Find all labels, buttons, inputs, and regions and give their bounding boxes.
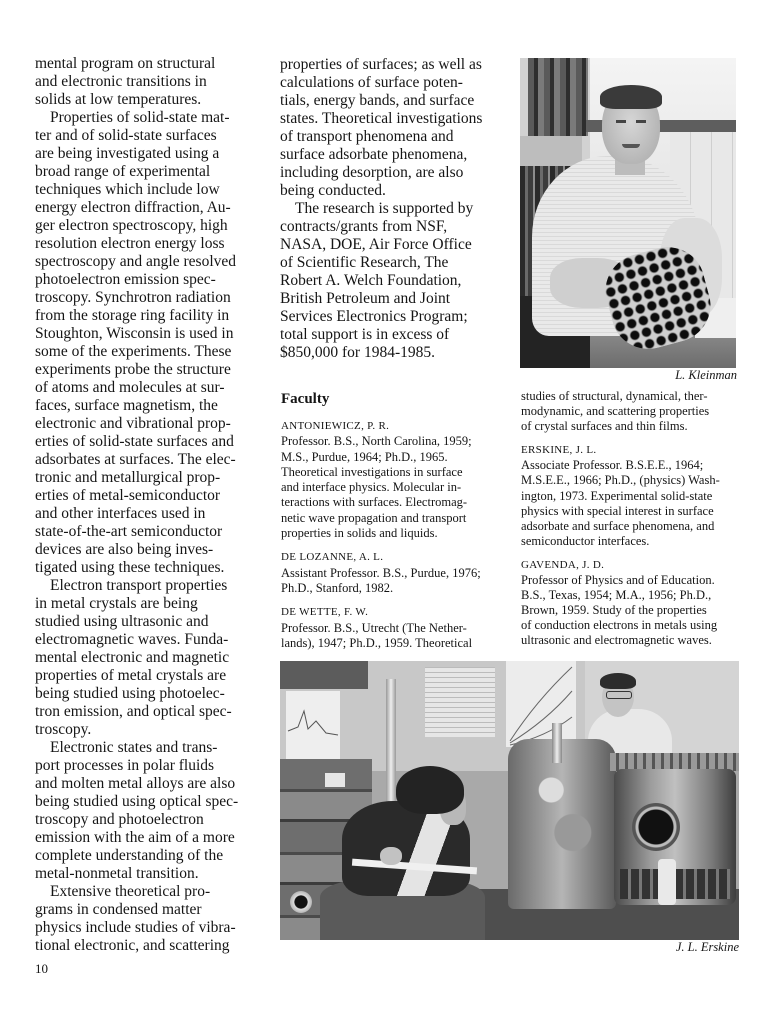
text-line: surface adsorbate phenomena, bbox=[280, 146, 468, 163]
faculty-entry bbox=[281, 419, 506, 541]
text-line: states. Theoretical investigations bbox=[280, 110, 483, 127]
photo-caption-kleinman: L. Kleinman bbox=[675, 368, 737, 382]
text-line: Electronic states and trans- bbox=[50, 739, 218, 756]
faculty-list-column-2 bbox=[281, 419, 506, 651]
text-line: and interface physics. Molecular in- bbox=[281, 480, 462, 495]
text-line: Associate Professor. B.S.E.E., 1964; bbox=[521, 458, 704, 473]
text-line: Properties of solid-state mat- bbox=[50, 109, 230, 126]
text-line: Assistant Professor. B.S., Purdue, 1976; bbox=[281, 565, 481, 580]
text-line: complete understanding of the bbox=[35, 847, 224, 864]
text-line: physics include studies of vibra- bbox=[35, 919, 236, 936]
page-number: 10 bbox=[35, 961, 48, 976]
photo-erskine-lab bbox=[280, 661, 739, 940]
text-line: $850,000 for 1984-1985. bbox=[280, 344, 435, 361]
text-line: The research is supported by bbox=[295, 200, 474, 217]
text-line: energy electron diffraction, Au- bbox=[35, 199, 231, 216]
graph-curves-icon bbox=[506, 661, 576, 747]
wall-poster-graph bbox=[506, 661, 576, 747]
chamber-porthole bbox=[632, 803, 680, 851]
text-line: Extensive theoretical pro- bbox=[50, 883, 211, 900]
paragraph bbox=[35, 109, 267, 577]
photo-caption-erskine: J. L. Erskine bbox=[675, 940, 739, 954]
text-line: port processes in polar fluids bbox=[35, 757, 215, 774]
faculty-description bbox=[281, 434, 506, 541]
faculty-name: DE LOZANNE, A. L. bbox=[281, 551, 384, 564]
text-line: some of the experiments. These bbox=[35, 343, 232, 360]
text-line: properties of surfaces; as well as bbox=[280, 56, 482, 73]
faculty-description-continued bbox=[521, 389, 743, 434]
faculty-description bbox=[521, 458, 743, 549]
text-line: grams in condensed matter bbox=[35, 901, 202, 918]
text-line: B.S., Texas, 1954; M.A., 1956; Ph.D., bbox=[521, 588, 712, 603]
faculty-description bbox=[281, 621, 506, 652]
text-line: Services Electronics Program; bbox=[280, 308, 468, 325]
rack-knob bbox=[290, 891, 312, 913]
center-apparatus bbox=[508, 739, 616, 909]
text-line: of transport phenomena and bbox=[280, 128, 454, 145]
text-line: resolution electron energy loss bbox=[35, 235, 225, 252]
rack-meter bbox=[325, 773, 345, 787]
text-line: adsorbates at surfaces. The elec- bbox=[35, 451, 236, 468]
text-line: physics with special interest in surface bbox=[521, 503, 714, 518]
paragraph bbox=[35, 577, 267, 739]
vertical-pipe bbox=[386, 679, 396, 819]
text-line: and other interfaces used in bbox=[35, 505, 206, 522]
eye-left bbox=[616, 120, 626, 123]
text-line: and molten metal alloys are also bbox=[35, 775, 236, 792]
text-line: in metal crystals are being bbox=[35, 595, 198, 612]
faculty-description bbox=[521, 573, 743, 648]
text-line: troscopy and photoelectron bbox=[35, 811, 204, 828]
text-line: total support is in excess of bbox=[280, 326, 450, 343]
eye-right bbox=[636, 120, 646, 123]
paragraph bbox=[280, 200, 508, 362]
text-line: of atoms and molecules at sur- bbox=[35, 379, 225, 396]
text-line: modynamic, and scattering properties bbox=[521, 404, 710, 419]
text-line: are being investigated using a bbox=[35, 145, 220, 162]
faculty-name: ANTONIEWICZ, P. R. bbox=[281, 420, 390, 432]
text-line: contracts/grants from NSF, bbox=[280, 218, 448, 235]
text-line: being conducted. bbox=[280, 182, 386, 199]
text-line: ington, 1973. Experimental solid-state bbox=[521, 488, 713, 503]
text-line: teractions with surfaces. Electromag- bbox=[281, 495, 468, 510]
text-line: properties of metal crystals are bbox=[35, 667, 227, 684]
standing-person-hair bbox=[600, 673, 636, 689]
text-line: and electronic transitions in bbox=[35, 73, 207, 90]
text-line: tron emission, and optical spec- bbox=[35, 703, 232, 720]
text-line: ultrasonic and electromagnetic waves. bbox=[521, 633, 712, 648]
text-line: Theoretical investigations in surface bbox=[281, 464, 463, 479]
text-line: of crystal surfaces and thin films. bbox=[521, 419, 688, 434]
text-line: photoelectron emission spec- bbox=[35, 271, 216, 288]
text-line: Robert A. Welch Foundation, bbox=[280, 272, 462, 289]
text-line: emission with the aim of a more bbox=[35, 829, 235, 846]
column-2-body-text bbox=[280, 56, 508, 362]
mouth bbox=[622, 144, 640, 148]
text-line: ter and of solid-state surfaces bbox=[35, 127, 217, 144]
faculty-entry bbox=[521, 443, 743, 549]
crouching-person-hand bbox=[380, 847, 402, 865]
text-line: Professor of Physics and of Education. bbox=[521, 573, 715, 588]
text-line: tronic and metallurgical prop- bbox=[35, 469, 221, 486]
text-line: solids at low temperatures. bbox=[35, 91, 202, 108]
text-line: spectroscopy and angle resolved bbox=[35, 253, 237, 270]
text-line: electromagnetic waves. Funda- bbox=[35, 631, 229, 648]
paragraph bbox=[35, 55, 267, 109]
text-line: lands), 1947; Ph.D., 1959. Theoretical bbox=[281, 635, 473, 650]
text-line: tigated using these techniques. bbox=[35, 559, 225, 576]
text-line: NASA, DOE, Air Force Office bbox=[280, 236, 472, 253]
text-line: experiments probe the structure bbox=[35, 361, 231, 378]
text-line: properties in solids and liquids. bbox=[281, 526, 438, 541]
standing-person-glasses bbox=[606, 691, 632, 699]
text-line: state-of-the-art semiconductor bbox=[35, 523, 223, 540]
faculty-heading: Faculty bbox=[281, 391, 330, 407]
text-line: tional electronic, and scattering bbox=[35, 937, 230, 954]
text-line: of conduction electrons in metals using bbox=[521, 618, 718, 633]
text-line: studies of structural, dynamical, ther- bbox=[521, 389, 708, 403]
text-line: erties of metal-semiconductor bbox=[35, 487, 221, 504]
column-1-body-text bbox=[35, 55, 267, 955]
text-line: devices are also being inves- bbox=[35, 541, 214, 558]
text-line: M.S., Purdue, 1964; Ph.D., 1965. bbox=[281, 449, 448, 464]
papers-shelf bbox=[520, 136, 582, 166]
text-line: adsorbate and surface phenomena, and bbox=[521, 518, 715, 533]
wash-bottle bbox=[658, 859, 676, 905]
text-line: metal-nonmetal transition. bbox=[35, 865, 199, 882]
text-line: Electron transport properties bbox=[50, 577, 228, 594]
text-line: Stoughton, Wisconsin is used in bbox=[35, 325, 234, 342]
paragraph bbox=[35, 883, 267, 955]
text-line: of Scientific Research, The bbox=[280, 254, 449, 271]
text-line: electronic and vibrational prop- bbox=[35, 415, 231, 432]
text-line: studied using ultrasonic and bbox=[35, 613, 209, 630]
graph-trace-icon bbox=[286, 691, 340, 759]
crouching-person-hair bbox=[396, 766, 464, 814]
faculty-name: ERSKINE, J. L. bbox=[521, 444, 597, 457]
text-line: mental electronic and magnetic bbox=[35, 649, 230, 666]
text-line: British Petroleum and Joint bbox=[280, 290, 451, 307]
rack-top bbox=[280, 661, 368, 689]
text-line: tials, energy bands, and surface bbox=[280, 92, 475, 109]
text-line: including desorption, are also bbox=[280, 164, 464, 181]
faculty-list-column-3 bbox=[521, 389, 743, 649]
text-line: Ph.D., Stanford, 1982. bbox=[281, 580, 394, 595]
text-line: netic wave propagation and transport bbox=[281, 510, 467, 525]
text-line: being studied using photoelec- bbox=[35, 685, 225, 702]
faculty-entry bbox=[281, 605, 506, 651]
text-line: Professor. B.S., North Carolina, 1959; bbox=[281, 434, 472, 449]
text-line: calculations of surface poten- bbox=[280, 74, 463, 91]
monitor-screen bbox=[286, 691, 340, 759]
faculty-description bbox=[281, 566, 506, 597]
text-line: Professor. B.S., Utrecht (The Nether- bbox=[281, 620, 467, 635]
photo-kleinman bbox=[520, 58, 736, 368]
text-line: being studied using optical spec- bbox=[35, 793, 239, 810]
faculty-name: DE WETTE, F. W. bbox=[281, 606, 369, 619]
text-line: techniques which include low bbox=[35, 181, 220, 198]
paragraph bbox=[280, 56, 508, 200]
wall-poster-1 bbox=[425, 667, 495, 737]
text-line: semiconductor interfaces. bbox=[521, 533, 650, 548]
faculty-name: GAVENDA, J. D. bbox=[521, 558, 605, 571]
text-line: erties of solid-state surfaces and bbox=[35, 433, 234, 450]
text-line: troscopy. bbox=[35, 721, 92, 738]
text-line: faces, surface magnetism, the bbox=[35, 397, 218, 414]
text-line: mental program on structural bbox=[35, 55, 216, 72]
text-line: M.S.E.E., 1966; Ph.D., (physics) Wash- bbox=[521, 473, 720, 488]
text-line: troscopy. Synchrotron radiation bbox=[35, 289, 231, 306]
text-line: from the storage ring facility in bbox=[35, 307, 230, 324]
hair bbox=[600, 85, 662, 109]
text-line: ger electron spectroscopy, high bbox=[35, 217, 228, 234]
faculty-entry bbox=[521, 558, 743, 649]
text-line: Brown, 1959. Study of the properties bbox=[521, 603, 707, 618]
apparatus-column bbox=[552, 723, 562, 763]
window-frame bbox=[528, 58, 588, 136]
text-line: broad range of experimental bbox=[35, 163, 211, 180]
paragraph bbox=[35, 739, 267, 883]
faculty-entry bbox=[281, 550, 506, 596]
